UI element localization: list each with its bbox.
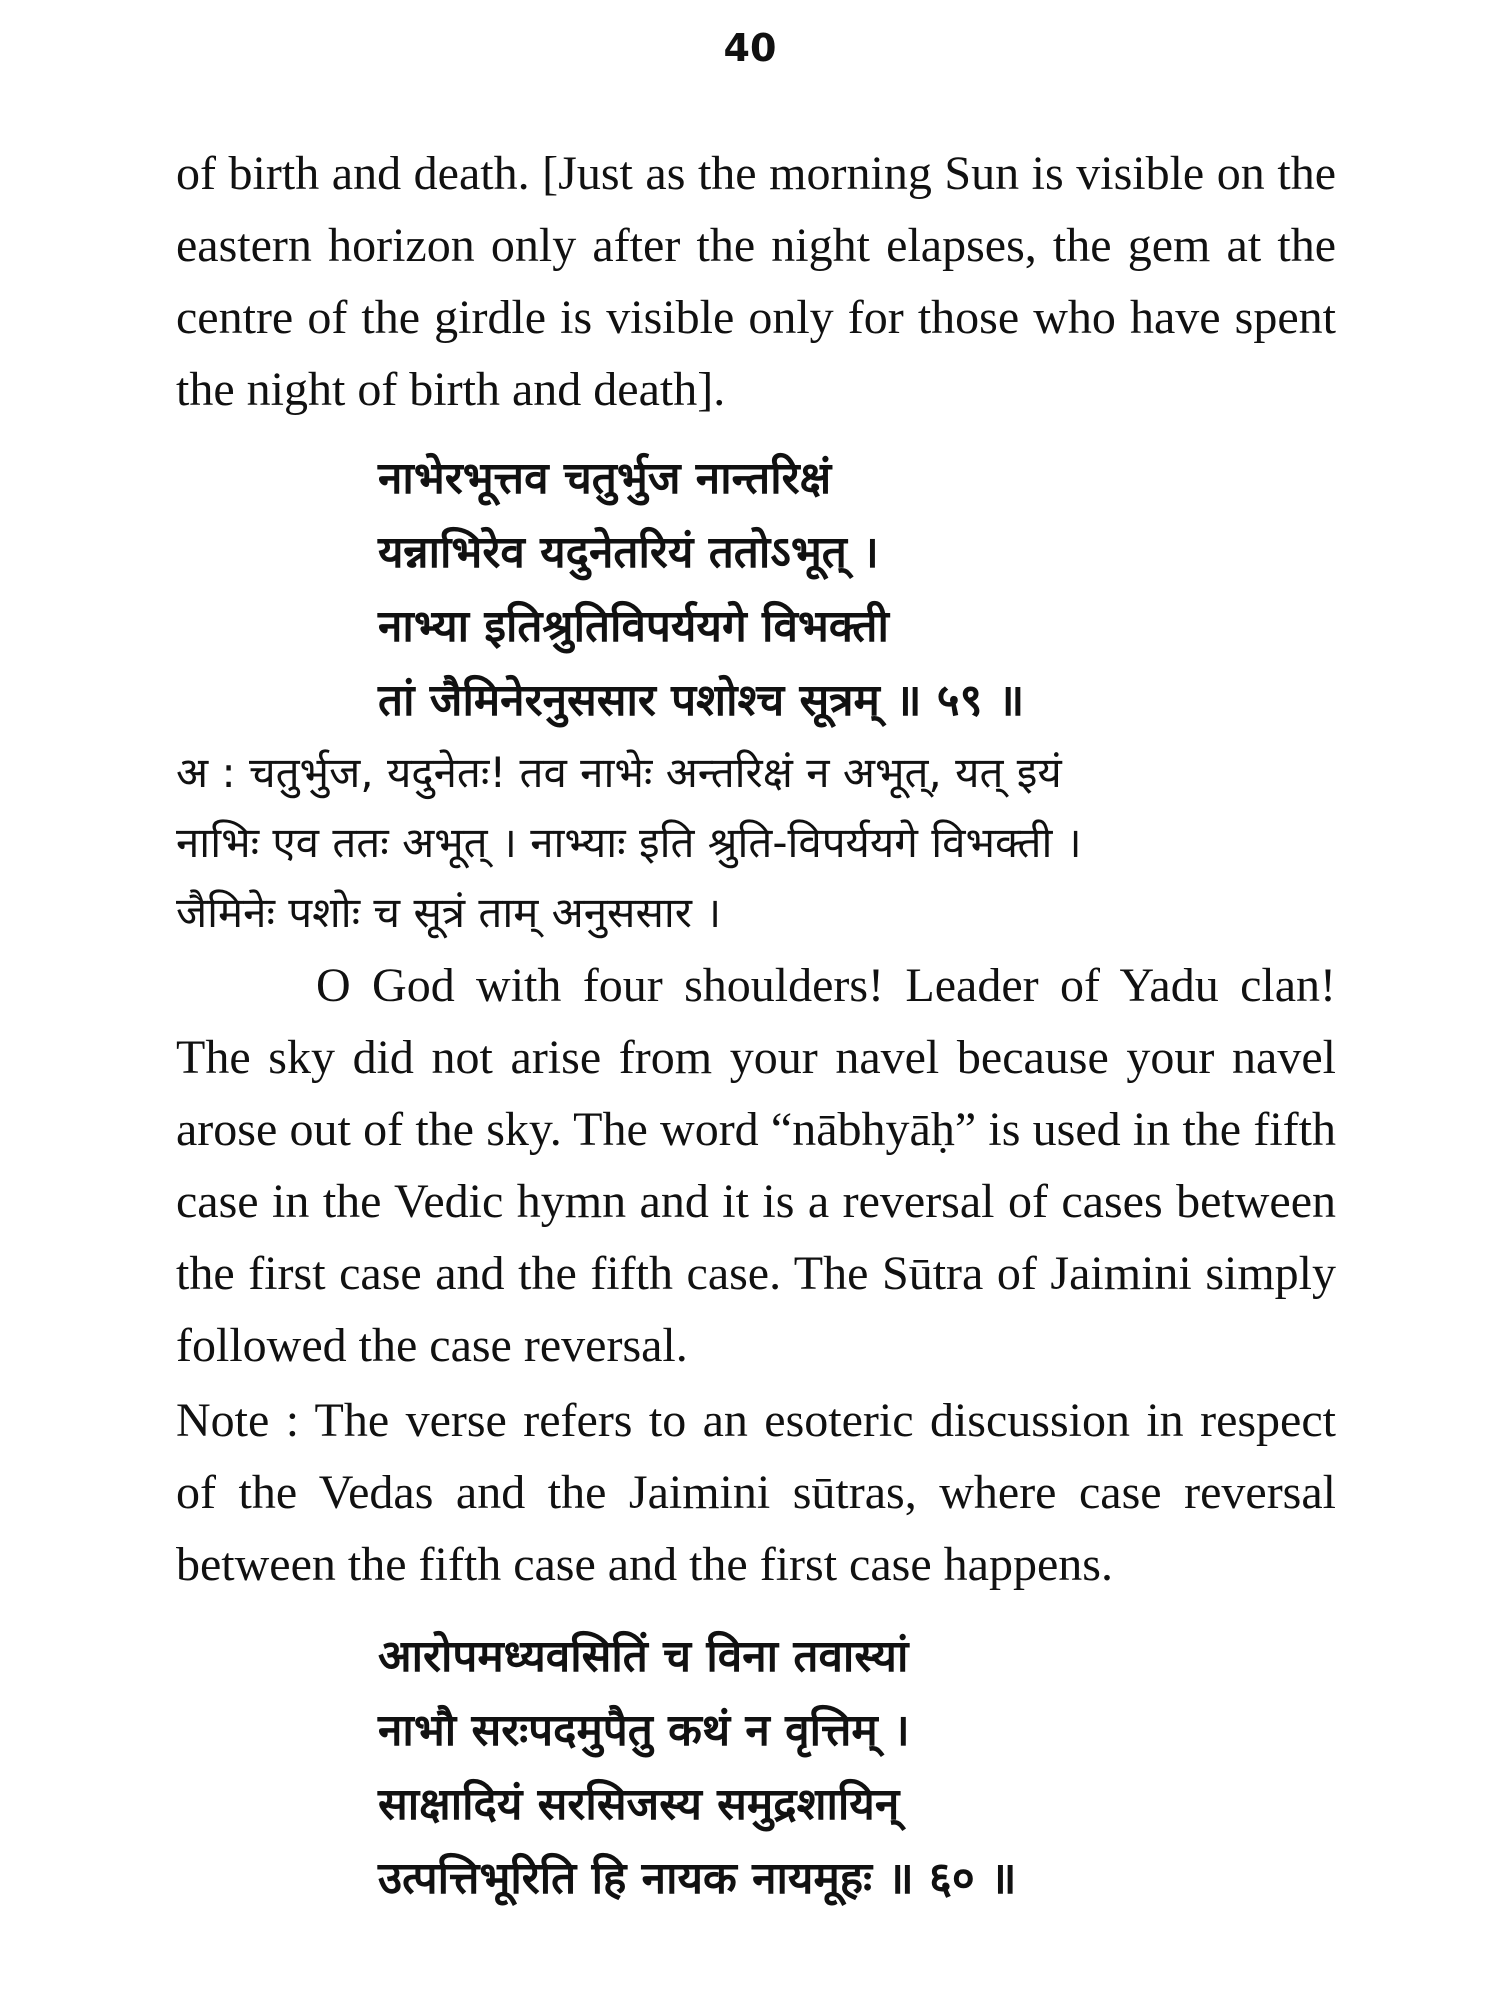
paragraph-text: O God with four shoulders! Leader of Yadu clan! The sky did not arise from your navel because your navel arose out of the sky. The word “nābhyāḥ” is used in the fifth case in the Vedic hymn and it is a reversal of cases between the first case and the fifth case. The Sūtra of Jaimini simply followed the case reversal.	[176, 959, 1336, 1372]
verse-line: नाभ्या इतिश्रुतिविपर्ययगे विभक्ती	[378, 601, 889, 652]
translation-paragraph	[176, 950, 1336, 1382]
anvaya-line: जैमिनेः पशोः च सूत्रं ताम् अनुससार ।	[176, 888, 722, 937]
commentary-paragraph-continued	[176, 138, 1336, 426]
verse-line: यन्नाभिरेव यदुनेतरियं ततोऽभूत् ।	[378, 527, 879, 578]
verse-line: नाभौ सरःपदमुपैतु कथं न वृत्तिम् ।	[378, 1705, 910, 1756]
paragraph-text: of birth and death. [Just as the morning Sun is visible on the eastern horizon only after the night elapses, the gem at the centre of the girdle is visible only for those who have spent the night of birth and death].	[176, 147, 1336, 416]
sanskrit-verse-60	[378, 1620, 1278, 1916]
verse-line: उत्पत्तिभूरिति हि नायक नायमूहः ॥ ६० ॥	[378, 1853, 1017, 1904]
verse-line: तां जैमिनेरनुससार पशोश्च सूत्रम् ॥ ५९ ॥	[378, 675, 1025, 726]
verse-line: नाभेरभूत्तव चतुर्भुज नान्तरिक्षं	[378, 453, 832, 504]
anvaya-line: नाभिः एव ततः अभूत् । नाभ्याः इति श्रुति-विपर्ययगे विभक्ती ।	[176, 818, 1082, 867]
note-paragraph	[176, 1385, 1336, 1601]
sanskrit-verse-59	[378, 442, 1278, 738]
anvaya-prose-order	[176, 738, 1336, 948]
anvaya-line: अ : चतुर्भुज, यदुनेतः! तव नाभेः अन्तरिक्षं न अभूत्, यत् इयं	[176, 748, 1062, 797]
page-number: 40	[723, 26, 777, 70]
paragraph-text: Note : The verse refers to an esoteric discussion in respect of the Vedas and the Jaimini sūtras, where case reversal between the fifth case and the first case happens.	[176, 1394, 1336, 1591]
verse-line: आरोपमध्यवसितिं च विना तवास्यां	[378, 1631, 909, 1682]
verse-line: साक्षादियं सरसिजस्य समुद्रशायिन्	[378, 1779, 900, 1830]
